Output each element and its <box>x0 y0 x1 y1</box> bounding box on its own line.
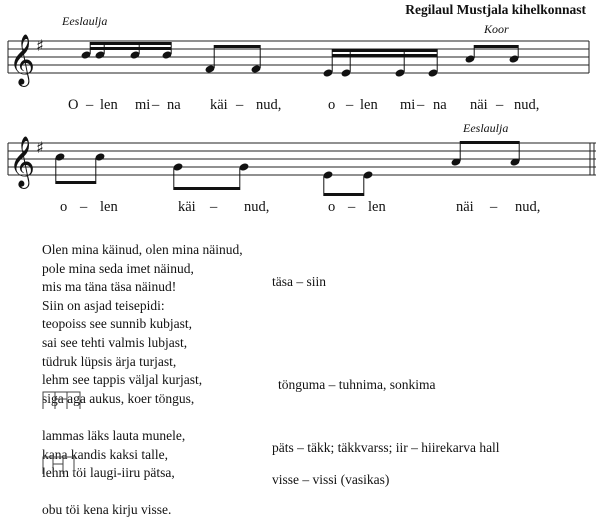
lyric-syllable: – <box>152 97 160 113</box>
lyric-syllable: käi <box>210 97 228 113</box>
lyric-syllable: – <box>346 97 354 113</box>
verse-line-spacer <box>42 483 243 502</box>
verse-text <box>42 241 243 520</box>
music-score <box>0 0 600 230</box>
lyric-syllable: o <box>60 199 68 215</box>
note-beam <box>460 141 519 144</box>
lyric-syllable: – <box>490 199 498 215</box>
verse-line: mis ma täna täsa näinud! <box>42 279 177 295</box>
note-beam <box>174 187 240 190</box>
lyric-syllable: len <box>360 97 378 113</box>
note-beam <box>324 193 364 196</box>
lyric-syllable: na <box>167 97 181 113</box>
lyric-syllable: – <box>210 199 218 215</box>
lyric-syllable: – <box>417 97 425 113</box>
key-signature-sharp-icon: ♯ <box>36 36 44 55</box>
verse-line: sai see tehti valmis lubjast, <box>42 334 188 350</box>
note-beam <box>214 45 260 48</box>
verse-line: siga aga aukus, koer töngus, <box>42 390 195 406</box>
verse-line: pole mina seda imet näinud, <box>42 260 194 276</box>
lyric-syllable: na <box>433 97 447 113</box>
lyric-syllable: o <box>328 199 336 215</box>
lyric-syllable: – <box>496 97 504 113</box>
lyric-syllable: nud, <box>515 199 541 215</box>
lyric-syllable: mi <box>135 97 151 113</box>
page-title: Regilaul Mustjala kihelkonnast <box>405 2 586 17</box>
verse-line: Olen mina käinud, olen mina näinud, <box>42 242 243 257</box>
verse-line: teopoiss see sunnib kubjast, <box>42 316 192 332</box>
note-beam <box>90 42 171 45</box>
note-beam <box>56 181 96 184</box>
role-koor: Koor <box>484 22 509 36</box>
gloss-note: täsa – siin <box>272 274 326 289</box>
lyric-syllable: käi <box>178 199 196 215</box>
lyric-syllable: len <box>100 97 118 113</box>
verse-line: lehm see tappis väljal kurjast, <box>42 372 203 388</box>
treble-clef-icon: 𝄞 <box>9 34 36 85</box>
treble-clef-icon: 𝄞 <box>9 136 36 187</box>
verse-line: kana kandis kaksi talle, <box>42 446 168 462</box>
gloss-note: tönguma – tuhnima, sonkima <box>278 377 436 392</box>
lyric-syllable: mi <box>400 97 416 113</box>
lyric-syllable: len <box>100 199 118 215</box>
gloss-note: päts – täkk; täkkvarss; iir – hiirekarva hall <box>272 440 500 455</box>
lyric-syllable: – <box>80 199 88 215</box>
bracket-mark <box>42 389 82 409</box>
lyric-syllable: – <box>86 97 94 113</box>
lyric-syllable: nud, <box>244 199 270 215</box>
verse-line: lehm töi laugi-iiru pätsa, <box>42 465 175 481</box>
lyric-syllable: len <box>368 199 386 215</box>
lyric-syllable: O <box>68 97 79 113</box>
role-eeslaulja-2: Eeslaulja <box>463 121 509 135</box>
bracket-mark <box>42 454 76 474</box>
lyric-syllable: – <box>348 199 356 215</box>
note-beam <box>332 49 437 52</box>
lyric-syllable: o <box>328 97 336 113</box>
note-beam <box>332 54 437 57</box>
verse-line-spacer <box>42 408 243 427</box>
verse-line: obu töi kena kirju visse. <box>42 502 172 518</box>
lyric-syllable: – <box>236 97 244 113</box>
key-signature-sharp-icon: ♯ <box>36 138 44 157</box>
lyric-syllable: nud, <box>256 97 282 113</box>
note-beam <box>474 45 518 48</box>
note-beam <box>90 47 171 50</box>
verse-line: Siin on asjad teisepidi: <box>42 297 165 313</box>
verse-line: lammas läks lauta munele, <box>42 427 186 443</box>
lyric-syllable: näi <box>456 199 474 215</box>
lyric-syllable: nud, <box>514 97 540 113</box>
lyric-syllable: näi <box>470 97 488 113</box>
gloss-note: visse – vissi (vasikas) <box>272 472 390 487</box>
role-eeslaulja-1: Eeslaulja <box>62 14 108 28</box>
verse-line: tüdruk lüpsis ärja turjast, <box>42 353 177 369</box>
